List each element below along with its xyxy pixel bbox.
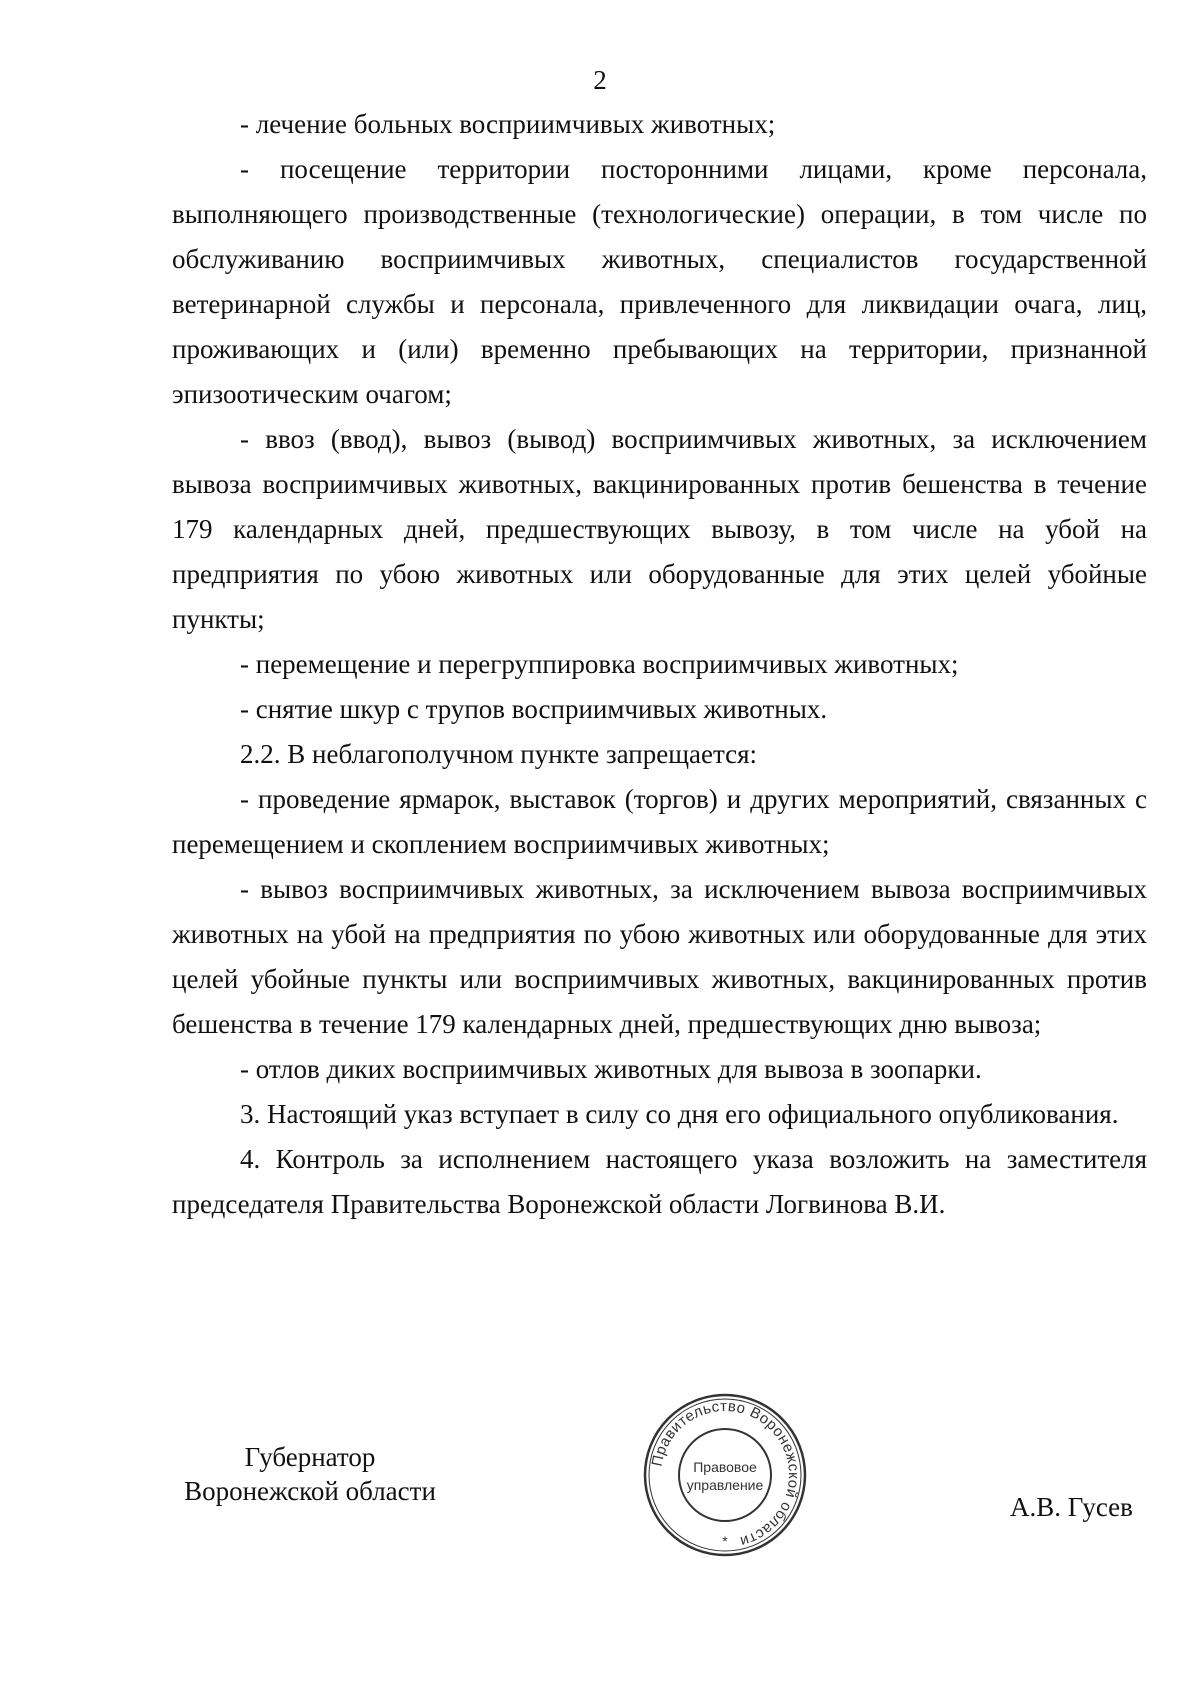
official-seal xyxy=(640,1390,810,1560)
seal-outer-text: Правительство Воронежской области xyxy=(648,1397,803,1551)
paragraph-effective-date: 3. Настоящий указ вступает в силу со дня его официального опубликования. xyxy=(240,1099,1119,1129)
seal-inner-line2: управление xyxy=(686,1477,764,1493)
page-number: 2 xyxy=(593,65,607,95)
seal-star-icon: * xyxy=(722,1533,728,1549)
paragraph-skinning: - снятие шкур с трупов восприимчивых животных. xyxy=(240,694,828,724)
paragraph-fairs: - проведение ярмарок, выставок (торгов) и других мероприятий, связанных с перемещением и скоплением восприимчивых животных; xyxy=(172,784,1147,859)
paragraph-regrouping: - перемещение и перегруппировка восприимчивых животных; xyxy=(240,649,959,679)
paragraph-control: 4. Контроль за исполнением настоящего указа возложить на заместителя председателя Правительства Воронежской области Логвинова В.И. xyxy=(172,1144,1147,1219)
signatory-title xyxy=(160,1440,460,1508)
signatory-title-line2: Воронежской области xyxy=(184,1476,436,1506)
seal-inner-ring xyxy=(679,1429,771,1521)
paragraph-export: - вывоз восприимчивых животных, за исключением вывоза восприимчивых животных на убой на предприятия по убою животных или оборудованные для этих целей убойные пункты или восприимчивых животных, вакцинированных против бешенства в течение 179 календарных дней, предшествующих дню вывоза; xyxy=(172,874,1147,1039)
document-body xyxy=(172,102,1147,1227)
paragraph-visiting-ban: - посещение территории посторонними лицами, кроме персонала, выполняющего производственные (технологические) операции, в том числе по обслуживанию восприимчивых животных, специалистов государственной ветеринарной службы и персонала, привлеченного для ликвидации очага, лиц, проживающих и (или) временно пребывающих на территории, признанной эпизоотическим очагом; xyxy=(172,154,1147,409)
paragraph-import-export: - ввоз (ввод), вывоз (вывод) восприимчивых животных, за исключением вывоза восприимчивых животных, вакцинированных против бешенства в течение 179 календарных дней, предшествующих вывозу, в том числе на убой на предприятия по убою животных или оборудованные для этих целей убойные пункты; xyxy=(172,424,1147,634)
paragraph-section-2-2: 2.2. В неблагополучном пункте запрещается: xyxy=(240,739,757,769)
seal-outer-ring xyxy=(645,1395,805,1555)
signatory-title-line1: Губернатор xyxy=(244,1442,376,1472)
signatory-name: А.В. Гусев xyxy=(1010,1492,1133,1522)
paragraph-treatment: - лечение больных восприимчивых животных; xyxy=(240,109,776,139)
seal-inner-line1: Правовое xyxy=(693,1459,757,1475)
paragraph-wild-capture: - отлов диких восприимчивых животных для вывоза в зоопарки. xyxy=(240,1054,982,1084)
